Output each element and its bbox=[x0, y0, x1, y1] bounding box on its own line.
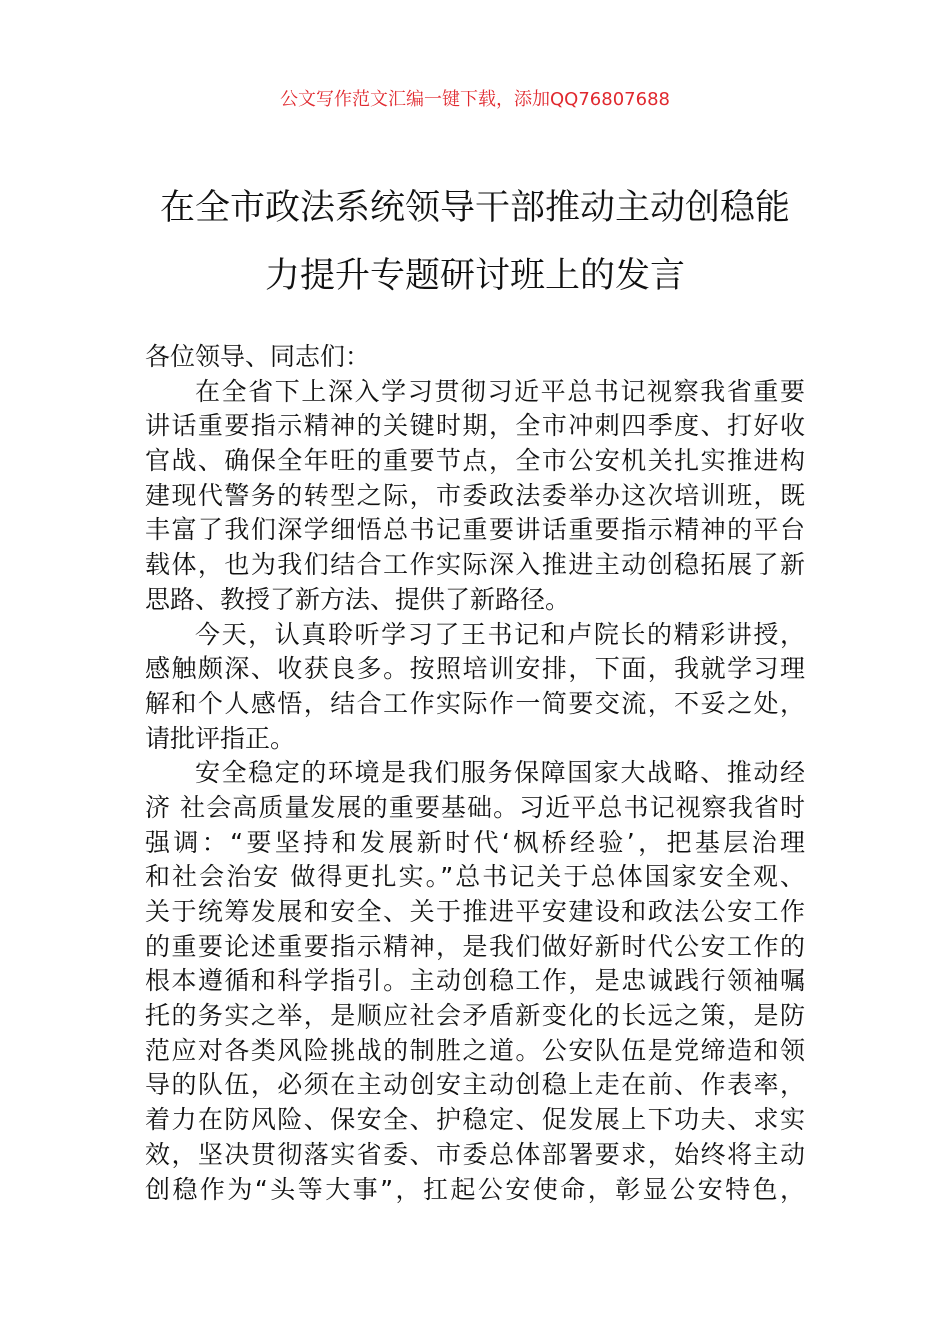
paragraph-line: 解和个人感悟，结合工作实际作一简要交流，不妥之处， bbox=[145, 688, 805, 718]
paragraph-line: 安全稳定的环境是我们服务保障国家大战略、推动经 bbox=[195, 758, 805, 788]
paragraph-line: 和社会治安 做得更扎实。”总书记关于总体国家安全观、 bbox=[145, 862, 805, 892]
paragraph-line: 在全省下上深入学习贯彻习近平总书记视察我省重要 bbox=[195, 376, 805, 406]
document-title-line-1: 在全市政法系统领导干部推动主动创稳能 bbox=[159, 188, 790, 228]
paragraph-line: 请批评指正。 bbox=[145, 723, 296, 753]
paragraph-line: 丰富了我们深学细悟总书记重要讲话重要指示精神的平台 bbox=[145, 515, 805, 545]
paragraph-line: 感触颇深、收获良多。按照培训安排，下面，我就学习理 bbox=[145, 654, 805, 684]
paragraph-line: 思路、教授了新方法、提供了新路径。 bbox=[145, 584, 571, 614]
paragraph-line: 强调：“要坚持和发展新时代‘枫桥经验’，把基层治理 bbox=[145, 827, 805, 857]
promo-header: 公文写作范文汇编一键下载，添加QQ76807688 bbox=[280, 89, 670, 110]
paragraph-line: 济 社会高质量发展的重要基础。习近平总书记视察我省时 bbox=[145, 792, 805, 822]
paragraph-line: 着力在防风险、保安全、护稳定、促发展上下功夫、求实 bbox=[145, 1105, 805, 1135]
paragraph-line: 根本遵循和科学指引。主动创稳工作，是忠诚践行领袖嘱 bbox=[145, 966, 805, 996]
paragraph-line: 讲话重要指示精神的关键时期，全市冲刺四季度、打好收 bbox=[145, 411, 805, 441]
paragraph-line: 托的务实之举，是顺应社会矛盾新变化的长远之策，是防 bbox=[145, 1001, 805, 1031]
paragraph-line: 导的队伍，必须在主动创安主动创稳上走在前、作表率， bbox=[145, 1070, 805, 1100]
greeting: 各位领导、同志们： bbox=[145, 342, 371, 371]
document-title-line-2: 力提升专题研讨班上的发言 bbox=[264, 256, 685, 296]
paragraph-line: 效，坚决贯彻落实省委、市委总体部署要求，始终将主动 bbox=[145, 1139, 805, 1169]
paragraph-line: 载体，也为我们结合工作实际深入推进主动创稳拓展了新 bbox=[145, 550, 805, 580]
paragraph-line: 范应对各类风险挑战的制胜之道。公安队伍是党缔造和领 bbox=[145, 1035, 805, 1065]
paragraph-line: 关于统筹发展和安全、关于推进平安建设和政法公安工作 bbox=[145, 897, 805, 926]
paragraph-line: 今天，认真聆听学习了王书记和卢院长的精彩讲授， bbox=[195, 619, 805, 649]
paragraph-line: 建现代警务的转型之际，市委政法委举办这次培训班，既 bbox=[145, 480, 805, 510]
paragraph-line: 官战、确保全年旺的重要节点，全市公安机关扎实推进构 bbox=[145, 446, 805, 476]
document-body bbox=[145, 340, 805, 1207]
paragraph-line: 创稳作为“头等大事”，扛起公安使命，彰显公安特色， bbox=[145, 1174, 805, 1204]
paragraph-line: 的重要论述重要指示精神，是我们做好新时代公安工作的 bbox=[145, 931, 805, 961]
